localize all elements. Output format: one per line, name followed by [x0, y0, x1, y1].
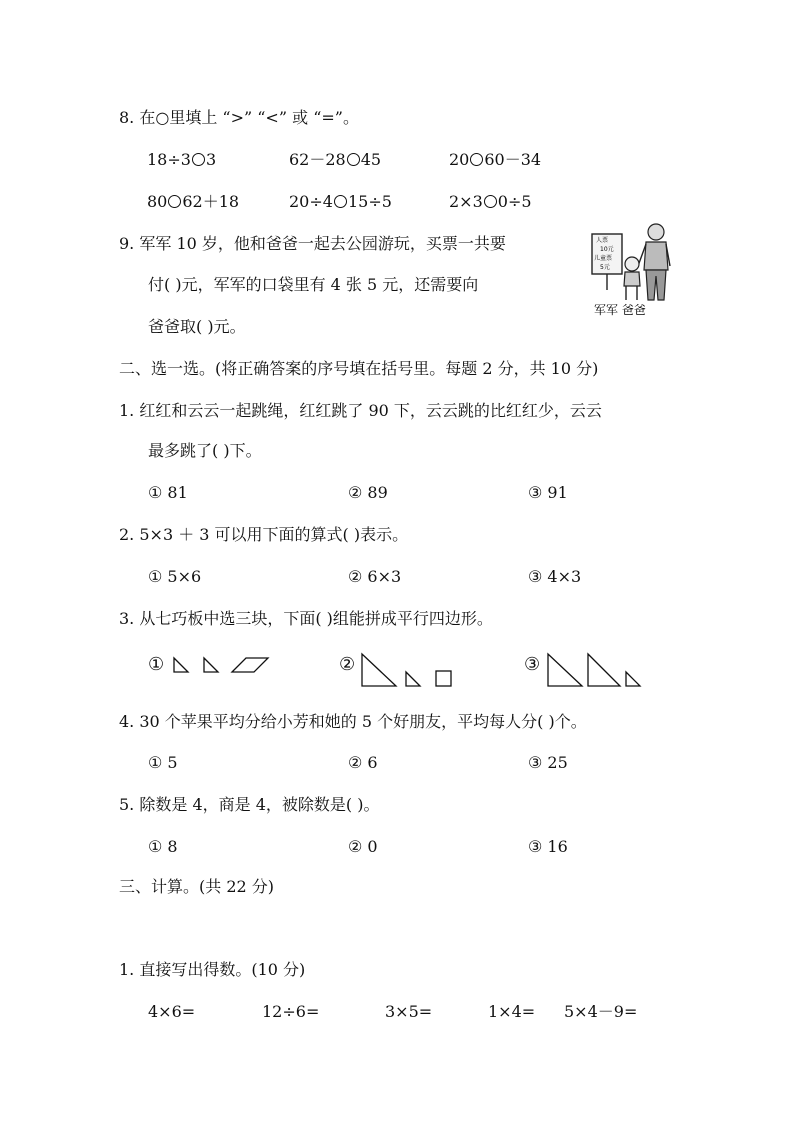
- boy-figure-icon: [624, 257, 640, 300]
- large-triangle-icon: [548, 654, 582, 686]
- q9-line-1: 9. 军军 10 岁，他和爸爸一起去公园游玩，买票一共要: [119, 234, 506, 253]
- q8-left: 20: [449, 150, 470, 169]
- option-3-label[interactable]: ③: [524, 654, 541, 675]
- option-3[interactable]: ③ 91: [528, 483, 568, 502]
- option-1[interactable]: ① 5: [148, 753, 178, 772]
- option-3[interactable]: ③ 4×3: [528, 567, 582, 586]
- calc-item[interactable]: 12÷6=: [262, 1002, 320, 1021]
- s3-q1-title: 1. 直接写出得数。(10 分): [119, 960, 306, 979]
- illustration-caption: 军军 爸爸: [594, 303, 646, 317]
- q8-title: 8. 在○里填上 “>” “<” 或 “=”。: [119, 108, 359, 127]
- large-triangle-icon: [362, 654, 396, 686]
- s2-q1-line-2: 最多跳了( )下。: [148, 441, 262, 460]
- option-2[interactable]: ② 6×3: [348, 567, 402, 586]
- s2-q2-text: 2. 5×3 ＋ 3 可以用下面的算式( )表示。: [119, 525, 409, 544]
- compare-circle[interactable]: [192, 153, 205, 166]
- small-triangle-icon: [204, 658, 218, 672]
- option-1[interactable]: ① 5×6: [148, 567, 202, 586]
- q8-left: 2×3: [449, 192, 483, 211]
- section-2-title: 二、选一选。(将正确答案的序号填在括号里。每题 2 分，共 10 分): [119, 359, 599, 378]
- sign-line-4: 5元: [600, 264, 610, 271]
- small-triangle-icon: [406, 672, 420, 686]
- sign-line-3: 儿童票: [594, 255, 613, 262]
- compare-circle[interactable]: [168, 195, 181, 208]
- tangram-set-2: [360, 652, 460, 690]
- s2-q4-text: 4. 30 个苹果平均分给小芳和她的 5 个好朋友，平均每人分( )个。: [119, 712, 587, 731]
- sign-line-1: 人票: [596, 237, 609, 244]
- q8-item[interactable]: [147, 192, 239, 212]
- section-3-title: 三、计算。(共 22 分): [119, 877, 275, 896]
- tangram-set-1: [172, 654, 272, 676]
- q8-item[interactable]: [449, 150, 541, 170]
- option-2[interactable]: ② 6: [348, 753, 378, 772]
- father-son-illustration: [588, 220, 688, 318]
- q8-right: 60－34: [484, 150, 542, 169]
- q8-right: 62＋18: [182, 192, 240, 211]
- q8-item[interactable]: [289, 192, 392, 212]
- q8-right: 45: [360, 150, 382, 169]
- square-icon: [436, 671, 451, 686]
- sign-line-2: 10元: [600, 246, 614, 253]
- option-2[interactable]: ② 0: [348, 837, 378, 856]
- small-triangle-icon: [626, 672, 640, 686]
- compare-circle[interactable]: [470, 153, 483, 166]
- s2-q5-text: 5. 除数是 4，商是 4，被除数是( )。: [119, 795, 380, 814]
- q8-item[interactable]: [449, 192, 532, 212]
- s2-q3-text: 3. 从七巧板中选三块，下面( )组能拼成平行四边形。: [119, 609, 493, 628]
- option-2[interactable]: ② 89: [348, 483, 388, 502]
- q8-left: 18÷3: [147, 150, 191, 169]
- q8-item[interactable]: [289, 150, 381, 170]
- option-1[interactable]: ① 8: [148, 837, 178, 856]
- q9-line-2: 付( )元，军军的口袋里有 4 张 5 元，还需要向: [148, 275, 479, 294]
- large-triangle-icon: [588, 654, 620, 686]
- small-triangle-icon: [174, 658, 188, 672]
- calc-item[interactable]: 1×4=: [488, 1002, 536, 1021]
- q8-right: 0÷5: [497, 192, 532, 211]
- calc-item[interactable]: 4×6=: [148, 1002, 196, 1021]
- option-2-label[interactable]: ②: [339, 654, 356, 675]
- q8-left: 62－28: [289, 150, 346, 169]
- q9-line-3: 爸爸取( )元。: [148, 317, 246, 336]
- s2-q1-line-1: 1. 红红和云云一起跳绳，红红跳了 90 下，云云跳的比红红少，云云: [119, 401, 602, 420]
- compare-circle[interactable]: [484, 195, 497, 208]
- calc-item[interactable]: 5×4－9=: [564, 1002, 638, 1021]
- option-3[interactable]: ③ 25: [528, 753, 568, 772]
- q8-item[interactable]: [147, 150, 216, 170]
- q8-right: 15÷5: [347, 192, 392, 211]
- dad-figure-icon: [638, 224, 670, 300]
- compare-circle[interactable]: [334, 195, 347, 208]
- q8-left: 80: [147, 192, 168, 211]
- option-1-label[interactable]: ①: [148, 654, 165, 675]
- q8-right: 3: [205, 150, 217, 169]
- calc-item[interactable]: 3×5=: [385, 1002, 433, 1021]
- option-3[interactable]: ③ 16: [528, 837, 568, 856]
- q8-left: 20÷4: [289, 192, 333, 211]
- tangram-set-3: [546, 652, 646, 690]
- option-1[interactable]: ① 81: [148, 483, 188, 502]
- compare-circle[interactable]: [347, 153, 360, 166]
- parallelogram-icon: [232, 658, 268, 672]
